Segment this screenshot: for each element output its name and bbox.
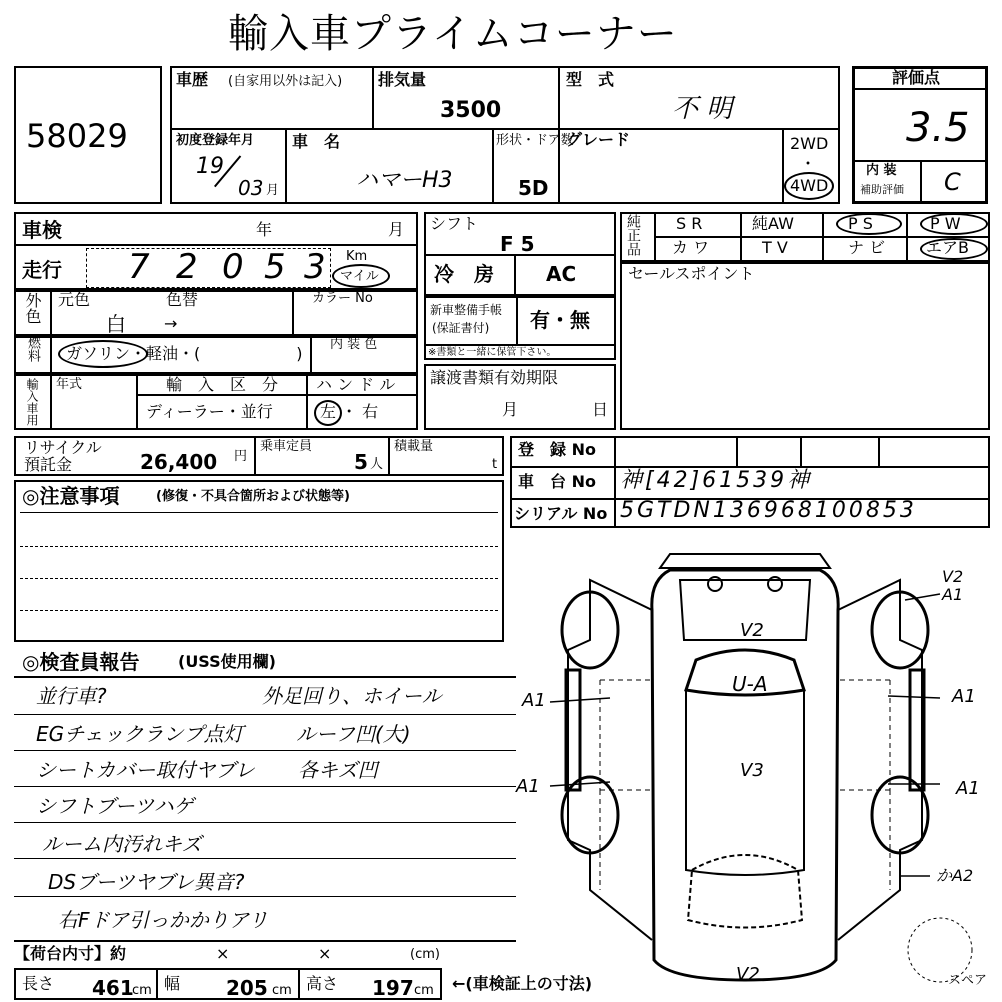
first-reg-year: 19 <box>196 154 224 179</box>
color-arrow: → <box>164 314 178 333</box>
page-title: 輸入車プライムコーナー <box>228 11 678 57</box>
score-label: 評価点 <box>892 68 941 87</box>
mark-right-a1-1: A1 <box>952 686 976 707</box>
inspector-note: (USS使用欄) <box>178 652 276 671</box>
length-value: 461 <box>92 976 134 1000</box>
cargo-cm: (cm) <box>410 947 440 962</box>
interior-color-label: 内 装 色 <box>330 337 378 352</box>
mileage-label: 走行 <box>22 258 62 282</box>
caution-note: (修復・不具合箇所および状態等) <box>156 489 350 504</box>
import-side-label: 輸入車用 <box>25 378 39 426</box>
drive-dot: ・ <box>800 154 817 173</box>
recycle-unit: 円 <box>234 449 248 464</box>
car-name-label: 車 名 <box>292 132 341 151</box>
equipment-side-label: 純正品 <box>625 214 641 256</box>
equip-kawa: カ ワ <box>672 238 710 257</box>
chassis-value: 神[42]61539神 <box>620 468 813 493</box>
transfer-month: 月 <box>502 400 519 419</box>
color-orig-value: 白 <box>106 312 126 336</box>
first-reg-month-unit: 月 <box>266 183 280 198</box>
manual-label-1: 新車整備手帳 <box>430 303 503 317</box>
serial-label: シリアル No <box>514 504 608 523</box>
height-unit: cm <box>414 983 434 998</box>
load-unit: t <box>492 457 498 472</box>
load-label: 積載量 <box>394 439 434 454</box>
mark-left-a1-2: A1 <box>516 776 540 797</box>
mileage-digit: 0 <box>222 247 244 287</box>
car-name-value: ハマーH3 <box>356 168 453 193</box>
import-year-type: 年式 <box>56 377 83 392</box>
width-value: 205 <box>226 976 268 1000</box>
shaken-year: 年 <box>256 220 273 239</box>
displacement-value: 3500 <box>440 98 502 123</box>
first-reg-month: 03 <box>238 176 264 200</box>
manual-value: 有・無 <box>530 308 590 332</box>
mark-windshield: U-A <box>732 672 768 696</box>
recycle-label-1: リサイクル <box>24 438 102 457</box>
serial-value: 5GTDN136968100853 <box>620 498 917 523</box>
chassis-label: 車 台 No <box>518 472 596 491</box>
dims-note: ←(車検証上の寸法) <box>452 974 593 993</box>
report-line: シートカバー取付ヤブレ <box>36 758 255 782</box>
report-line: 右Fドア引っかかりアリ <box>58 908 269 932</box>
shift-label: シフト <box>430 214 479 233</box>
width-label: 幅 <box>164 974 181 993</box>
lot-number: 58029 <box>26 117 128 155</box>
history-label: 車歴 <box>176 70 209 89</box>
report-line: EGチェックランプ点灯 <box>36 722 244 746</box>
score-value: 3.5 <box>906 105 970 151</box>
import-class-label: 輸 入 区 分 <box>166 375 279 394</box>
fuel-value: ガソリン・軽油・( ) <box>66 344 303 363</box>
report-line: DSブーツヤブレ異音? <box>48 870 245 894</box>
recycle-value: 26,400 <box>140 450 218 474</box>
pw-circle <box>920 213 988 235</box>
cargo-x2: × <box>318 944 332 963</box>
caution-title: ◎注意事項 <box>22 484 120 508</box>
cargo-label: 【荷台内寸】約 <box>14 944 127 963</box>
mark-roof-v2: V2 <box>740 620 764 641</box>
color-no-label: カラー No <box>312 291 373 306</box>
equip-ps: P S <box>848 214 873 233</box>
height-value: 197 <box>372 976 414 1000</box>
manual-note: ※書類と一緒に保管下さい。 <box>428 347 557 358</box>
cargo-x1: × <box>216 944 230 963</box>
equip-navi: ナ ビ <box>848 238 886 257</box>
mark-right-bottom: かA2 <box>936 866 974 885</box>
ps-circle <box>836 213 902 235</box>
model-label: 型 式 <box>566 70 615 89</box>
left-handle-circle <box>314 400 342 426</box>
report-line: ルーフ凹(大) <box>296 722 411 746</box>
aircon-label: 冷 房 <box>434 262 494 286</box>
gasoline-circle <box>58 340 148 368</box>
registration-label: 登 録 No <box>518 440 596 459</box>
capacity-value: 5 <box>354 450 368 474</box>
body-value: 5D <box>518 176 549 200</box>
mileage-digit-boxes <box>86 248 331 288</box>
equip-aw: 純AW <box>752 214 794 233</box>
transfer-label: 譲渡書類有効期限 <box>430 368 559 387</box>
equip-tv: T V <box>762 238 788 257</box>
import-class-value: ディーラー・並行 <box>146 402 273 421</box>
color-change-label: 色替 <box>166 290 199 309</box>
body-label: 形状・ドア数 <box>496 133 574 148</box>
transfer-day: 日 <box>592 400 609 419</box>
fuel-side-label: 燃料 <box>25 336 40 362</box>
interior-label: 内 装 <box>866 163 897 178</box>
drive-4wd: 4WD <box>790 176 829 195</box>
report-line: ルーム内汚れキズ <box>42 832 202 856</box>
airbag-circle <box>920 238 988 260</box>
sales-point-label: セールスポイント <box>628 264 755 283</box>
report-line: 各キズ凹 <box>298 758 378 782</box>
equip-pw: P W <box>930 214 961 233</box>
report-line: 並行車? <box>36 684 107 708</box>
sales-point-box <box>620 262 990 430</box>
report-line: シフトブーツハゲ <box>36 794 194 818</box>
mark-roof-v3: V3 <box>740 760 764 781</box>
mark-left-a1-1: A1 <box>522 690 546 711</box>
mileage-digit: 5 <box>264 247 286 287</box>
history-note: (自家用以外は記入) <box>228 74 343 89</box>
grade-label: グレード <box>566 130 631 149</box>
length-label: 長さ <box>22 974 55 993</box>
shaken-month: 月 <box>388 220 405 239</box>
mark-right-a1-2: A1 <box>956 778 980 799</box>
color-orig-label: 元色 <box>58 290 91 309</box>
capacity-label: 乗車定員 <box>260 439 313 454</box>
displacement-label: 排気量 <box>378 70 427 89</box>
shift-value: F 5 <box>500 232 535 256</box>
report-line: 外足回り、ホイール <box>262 684 442 708</box>
mark-top-right: V2 A1 <box>942 567 964 604</box>
mileage-unit-km: Km <box>346 249 368 264</box>
width-unit: cm <box>272 983 292 998</box>
drive-4wd-circle <box>784 172 834 200</box>
length-unit: cm <box>132 983 152 998</box>
manual-label-2: (保証書付) <box>432 321 490 335</box>
shaken-label: 車検 <box>22 218 62 242</box>
mileage-digit: 2 <box>176 247 198 287</box>
aircon-value: AC <box>546 262 577 286</box>
equip-airbag: エアB <box>926 238 969 257</box>
interior-sub: 補助評価 <box>860 183 904 196</box>
equip-sr: S R <box>676 214 703 233</box>
mileage-digit: 7 <box>128 247 150 287</box>
import-handle-value: 左 ・ 右 <box>320 402 379 421</box>
inspector-title: ◎検査員報告 <box>22 650 140 674</box>
interior-value: C <box>944 168 961 196</box>
model-value: 不 明 <box>672 94 733 124</box>
recycle-label-2: 預託金 <box>24 455 73 474</box>
mark-bottom-v2: V2 <box>736 964 760 985</box>
mile-circle <box>332 264 390 288</box>
height-label: 高さ <box>306 974 339 993</box>
first-reg-label: 初度登録年月 <box>176 133 255 148</box>
drive-2wd: 2WD <box>790 134 829 153</box>
capacity-unit: 人 <box>370 457 384 472</box>
mileage-unit-mile: マイル <box>340 269 379 284</box>
mileage-digit: 3 <box>304 247 326 287</box>
import-handle-label: ハ ン ド ル <box>316 375 396 394</box>
color-side-label: 外色 <box>23 292 42 324</box>
spare-label: スペア <box>948 973 988 988</box>
